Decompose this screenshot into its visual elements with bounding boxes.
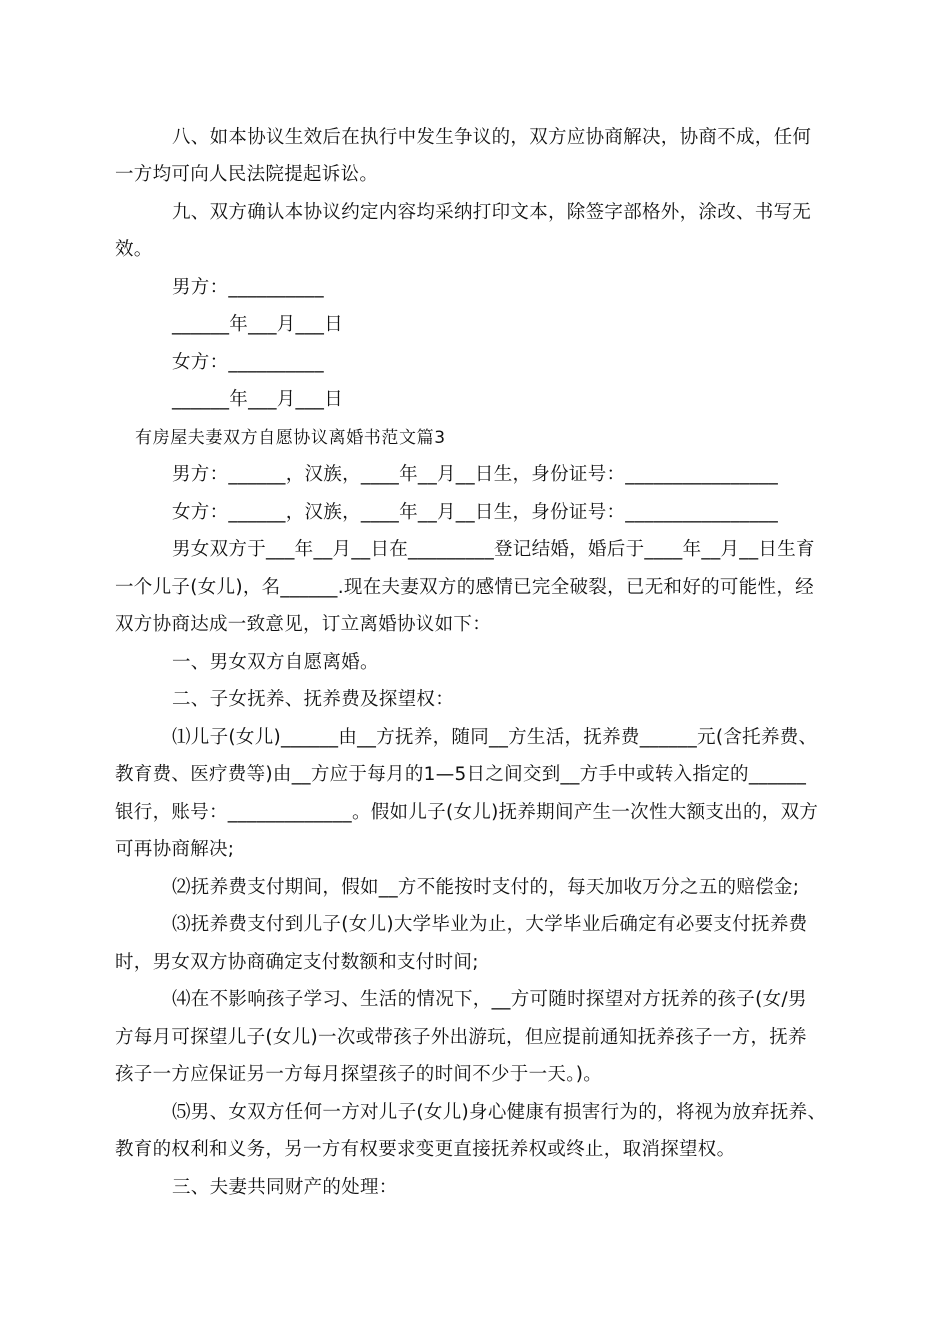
signature-female-date: ______年___月___日 (172, 389, 344, 410)
intro-line-2: 一个儿子(女儿)，名______.现在夫妻双方的感情已完全破裂，已无和好的可能性，经 (115, 577, 814, 598)
party-male-info: 男方：______，汉族，____年__月__日生，身份证号：________________ (172, 464, 779, 485)
clause-9-line-2: 效。 (115, 239, 153, 260)
item-1-line-2: 教育费、医疗费等)由__方应于每月的1—5日之间交到__方手中或转入指定的______ (115, 764, 807, 785)
item-3-line-2: 时，男女双方协商确定支付数额和支付时间; (115, 952, 479, 973)
signature-male-date: ______年___月___日 (172, 314, 344, 335)
item-4-line-2: 方每月可探望儿子(女儿)一次或带孩子外出游玩，但应提前通知抚养孩子一方，抚养 (115, 1027, 807, 1048)
item-1-line-4: 可再协商解决; (115, 839, 235, 860)
item-4-line-3: 孩子一方应保证另一方每月探望孩子的时间不少于一天。)。 (115, 1064, 603, 1085)
intro-line-1: 男女双方于___年__月__日在_________登记结婚，婚后于____年__月__日生育 (172, 539, 815, 560)
party-female-info: 女方：______，汉族，____年__月__日生，身份证号：________________ (172, 502, 779, 523)
section-heading: 有房屋夫妻双方自愿协议离婚书范文篇3 (135, 428, 446, 448)
item-3-line-1: ⑶抚养费支付到儿子(女儿)大学毕业为止，大学毕业后确定有必要支付抚养费 (172, 914, 808, 935)
article-3-heading: 三、夫妻共同财产的处理： (172, 1177, 398, 1198)
item-1-line-3: 银行，账号：_____________。假如儿子(女儿)抚养期间产生一次性大额支出的，双方 (115, 802, 819, 823)
item-5-line-2: 教育的权利和义务，另一方有权要求变更直接抚养权或终止，取消探望权。 (115, 1139, 736, 1160)
clause-8-line-2: 一方均可向人民法院提起诉讼。 (115, 164, 379, 185)
signature-male: 男方：__________ (172, 277, 324, 298)
clause-8-line-1: 八、如本协议生效后在执行中发生争议的，双方应协商解决，协商不成，任何 (172, 127, 812, 148)
item-1-line-1: ⑴儿子(女儿)______由__方抚养，随同__方生活，抚养费______元(含托养费、 (172, 727, 818, 748)
article-1: 一、男女双方自愿离婚。 (172, 652, 379, 673)
article-2-heading: 二、子女抚养、抚养费及探望权： (172, 689, 455, 710)
signature-female: 女方：__________ (172, 352, 324, 373)
item-4-line-1: ⑷在不影响孩子学习、生活的情况下，__方可随时探望对方抚养的孩子(女/男 (172, 989, 807, 1010)
item-5-line-1: ⑸男、女双方任何一方对儿子(女儿)身心健康有损害行为的，将视为放弃抚养、 (172, 1102, 827, 1123)
item-2: ⑵抚养费支付期间，假如__方不能按时支付的，每天加收万分之五的赔偿金; (172, 877, 800, 898)
clause-9-line-1: 九、双方确认本协议约定内容均采纳打印文本，除签字部格外，涂改、书写无 (172, 202, 812, 223)
intro-line-3: 双方协商达成一致意见，订立离婚协议如下： (115, 614, 492, 635)
